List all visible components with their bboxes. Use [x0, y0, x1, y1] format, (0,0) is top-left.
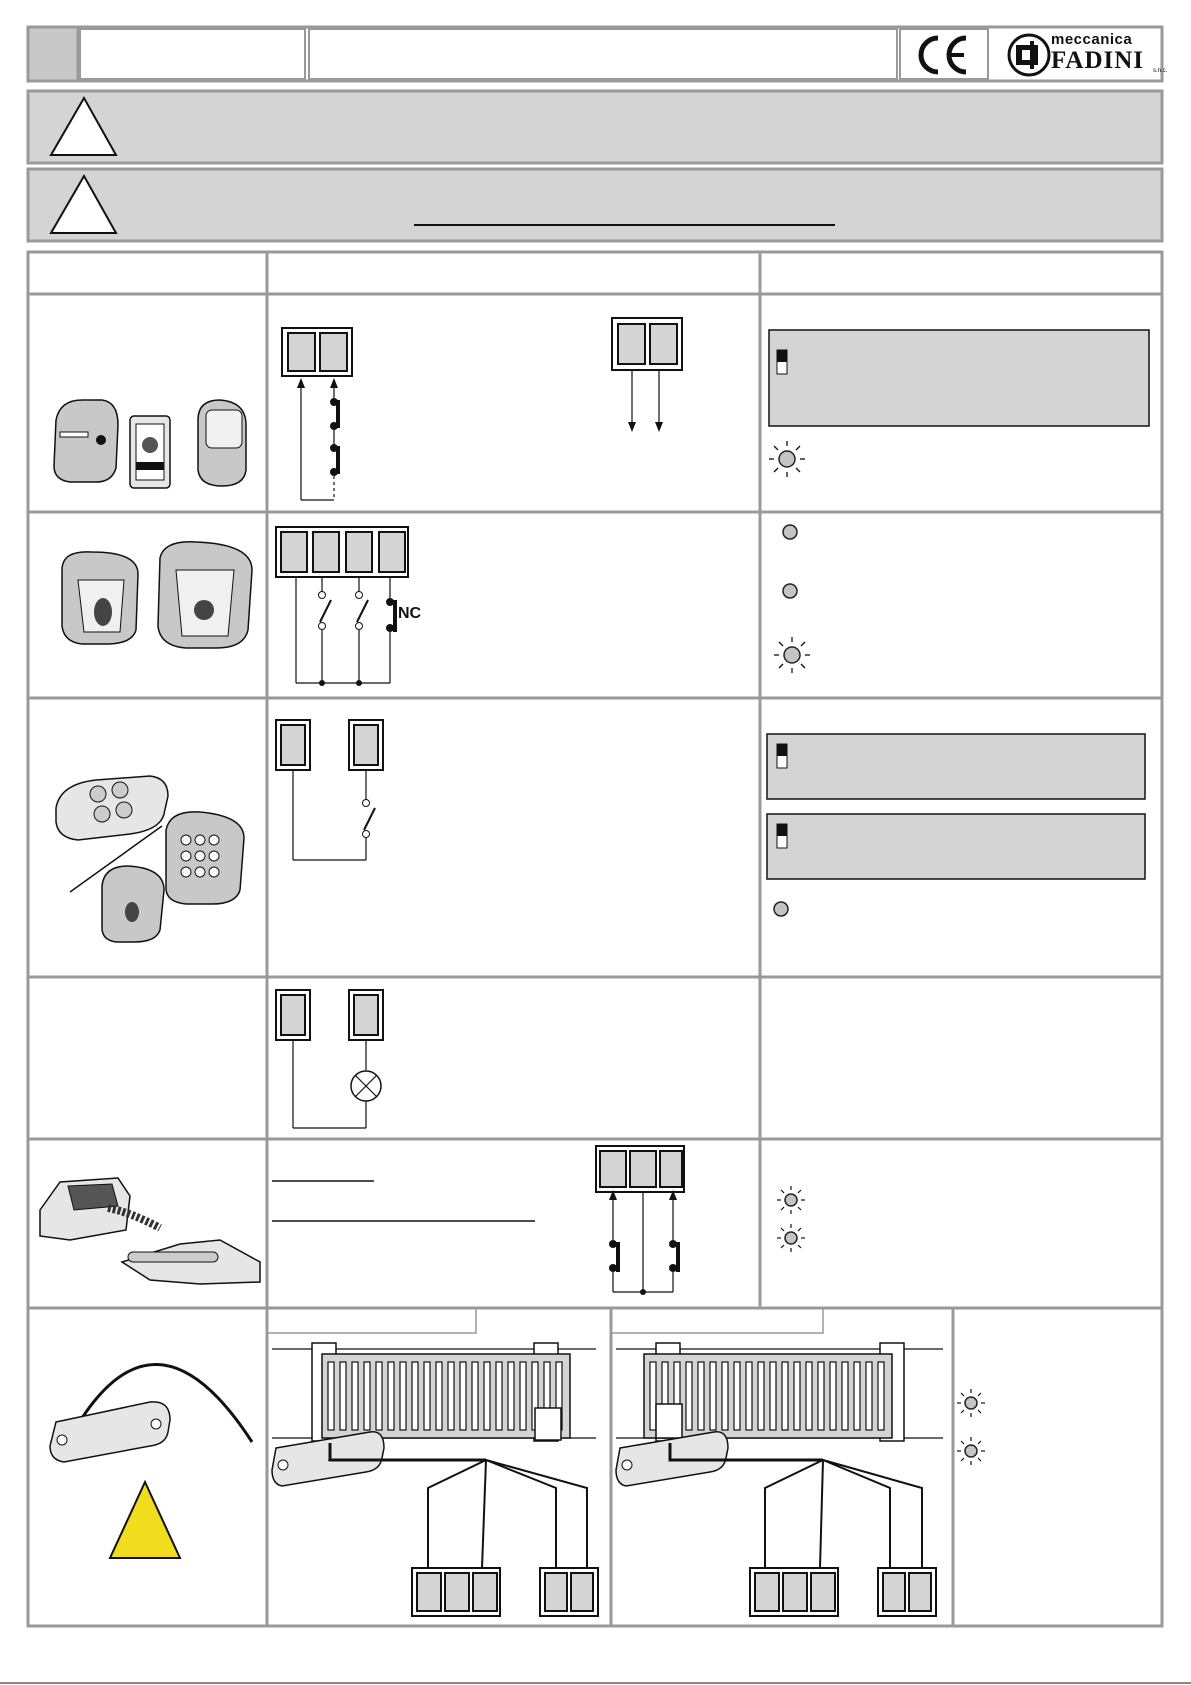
row-5-devices	[40, 1178, 260, 1284]
brand-top-text: meccanica	[1051, 31, 1133, 48]
row-1-settings	[769, 330, 1149, 477]
row-5-wiring	[272, 1146, 684, 1295]
header-model-cell	[80, 29, 305, 79]
row-3-devices	[56, 776, 244, 942]
row-6-settings	[957, 1389, 985, 1465]
blinking-led-icon	[769, 441, 805, 477]
header-color-tab	[28, 27, 78, 81]
blinking-led-icon	[957, 1437, 985, 1465]
blinking-led-icon	[957, 1389, 985, 1417]
fadini-logo-icon	[1009, 35, 1049, 75]
lamp-icon	[351, 1071, 381, 1101]
row-5-settings	[777, 1186, 805, 1252]
row-2-wiring	[276, 527, 408, 686]
nc-contact-label: NC	[398, 605, 422, 622]
steady-led-icon	[783, 525, 797, 539]
row-2-devices	[62, 542, 252, 648]
dip-switch-lever	[777, 350, 787, 362]
warning-triangle-icon	[110, 1482, 180, 1558]
brand-name-text: FADINI	[1051, 47, 1145, 74]
dip-switch-panel	[767, 734, 1145, 799]
blinking-led-icon	[777, 1186, 805, 1214]
row-3-settings	[767, 734, 1145, 916]
steady-led-icon	[783, 584, 797, 598]
row-1-devices	[54, 400, 246, 488]
dip-switch-panel	[767, 814, 1145, 879]
dip-switch-panel	[769, 330, 1149, 426]
header-title-cell	[309, 29, 897, 79]
row-6-devices	[50, 1364, 252, 1558]
blinking-led-icon	[777, 1224, 805, 1252]
brand-suffix-text: s.n.c.	[1153, 68, 1168, 74]
dip-switch-lever	[777, 744, 787, 756]
row-4-wiring	[276, 990, 383, 1128]
warning-band-1	[28, 91, 1162, 163]
safety-edge-sensor	[656, 1404, 682, 1438]
safety-edge-sensor	[535, 1408, 561, 1440]
blinking-led-icon	[774, 637, 810, 673]
row-2-settings	[774, 525, 810, 673]
row-3-wiring	[276, 720, 383, 860]
header-ce-cell	[900, 29, 988, 79]
gate-diagram-left	[267, 1308, 598, 1616]
gate-diagram-right	[611, 1308, 943, 1616]
dip-switch-lever	[777, 824, 787, 836]
steady-led-icon	[774, 902, 788, 916]
header-bar	[28, 27, 1162, 81]
warning-band-2	[28, 169, 1162, 241]
row-1-wiring	[282, 318, 682, 500]
